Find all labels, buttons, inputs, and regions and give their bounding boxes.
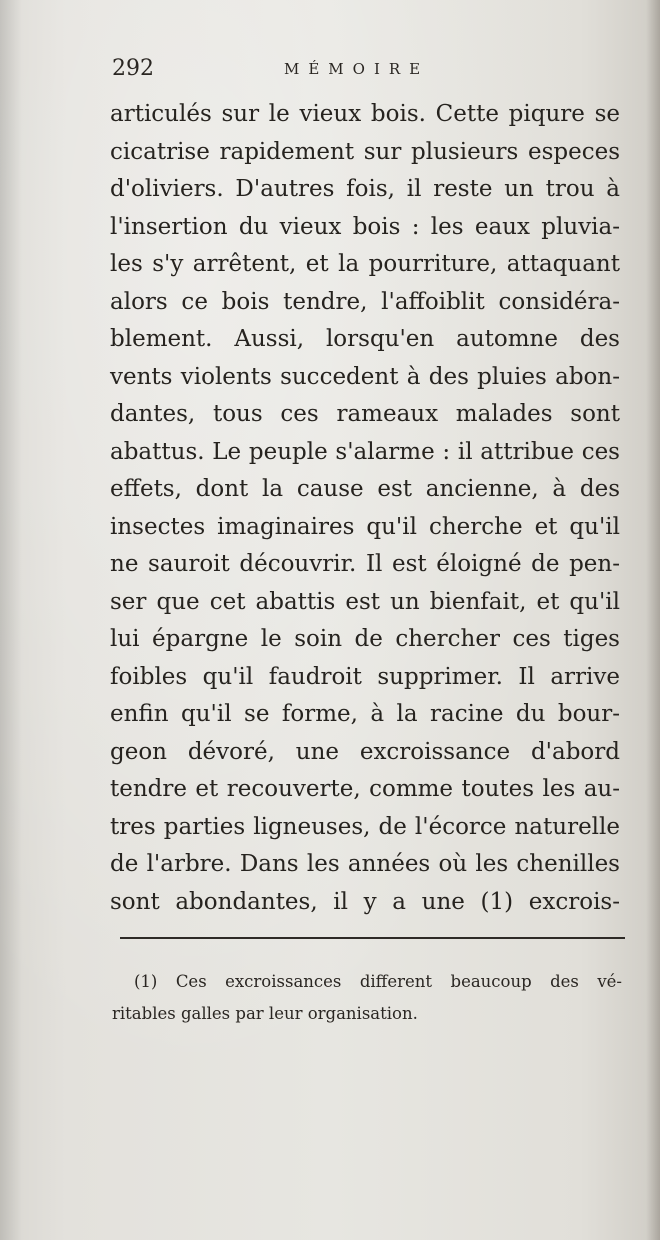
- spine-shadow: [0, 0, 22, 1240]
- footnote-line: ritables galles par leur organisation.: [112, 1004, 418, 1023]
- body-text: [110, 96, 620, 921]
- footnote-line: (1) Ces excroissances different beaucoup des vé-: [134, 972, 622, 991]
- text-line: l'insertion du vieux bois : les eaux pluvia-: [110, 213, 620, 240]
- text-line: tendre et recouverte, comme toutes les au-: [110, 776, 620, 802]
- text-line: vents violents succedent à des pluies abon-: [110, 363, 620, 390]
- text-line: lui épargne le soin de chercher ces tiges: [110, 626, 620, 652]
- running-head: MÉMOIRE: [284, 60, 430, 78]
- page-edge: [646, 0, 660, 1240]
- text-line: ser que cet abattis est un bienfait, et qu'il: [110, 588, 620, 615]
- text-line: geon dévoré, une excroissance d'abord: [110, 738, 620, 765]
- text-line: abattus. Le peuple s'alarme : il attribue ces: [110, 438, 620, 465]
- footnote: [112, 966, 622, 1030]
- text-line: tres parties ligneuses, de l'écorce naturelle: [110, 813, 620, 840]
- text-line: de l'arbre. Dans les années où les chenilles: [110, 851, 620, 877]
- page-number: 292: [112, 56, 154, 81]
- text-line: ne sauroit découvrir. Il est éloigné de pen-: [110, 551, 620, 577]
- text-line: cicatrise rapidement sur plusieurs especes: [110, 138, 620, 165]
- text-line: sont abondantes, il y a une (1) excrois-: [110, 888, 620, 915]
- text-line: dantes, tous ces rameaux malades sont: [110, 401, 620, 427]
- text-line: enfin qu'il se forme, à la racine du bour-: [110, 701, 620, 727]
- text-line: d'oliviers. D'autres fois, il reste un trou à: [110, 176, 620, 202]
- text-line: alors ce bois tendre, l'affoiblit considéra-: [110, 288, 620, 315]
- text-line: effets, dont la cause est ancienne, à des: [110, 476, 620, 502]
- text-line: articulés sur le vieux bois. Cette piqure se: [110, 101, 620, 127]
- text-line: insectes imaginaires qu'il cherche et qu'il: [110, 513, 620, 540]
- text-line: les s'y arrêtent, et la pourriture, attaquant: [110, 251, 620, 277]
- footnote-rule: [120, 937, 625, 939]
- text-line: foibles qu'il faudroit supprimer. Il arrive: [110, 663, 620, 690]
- text-line: blement. Aussi, lorsqu'en automne des: [110, 326, 620, 352]
- page-header: [112, 56, 612, 86]
